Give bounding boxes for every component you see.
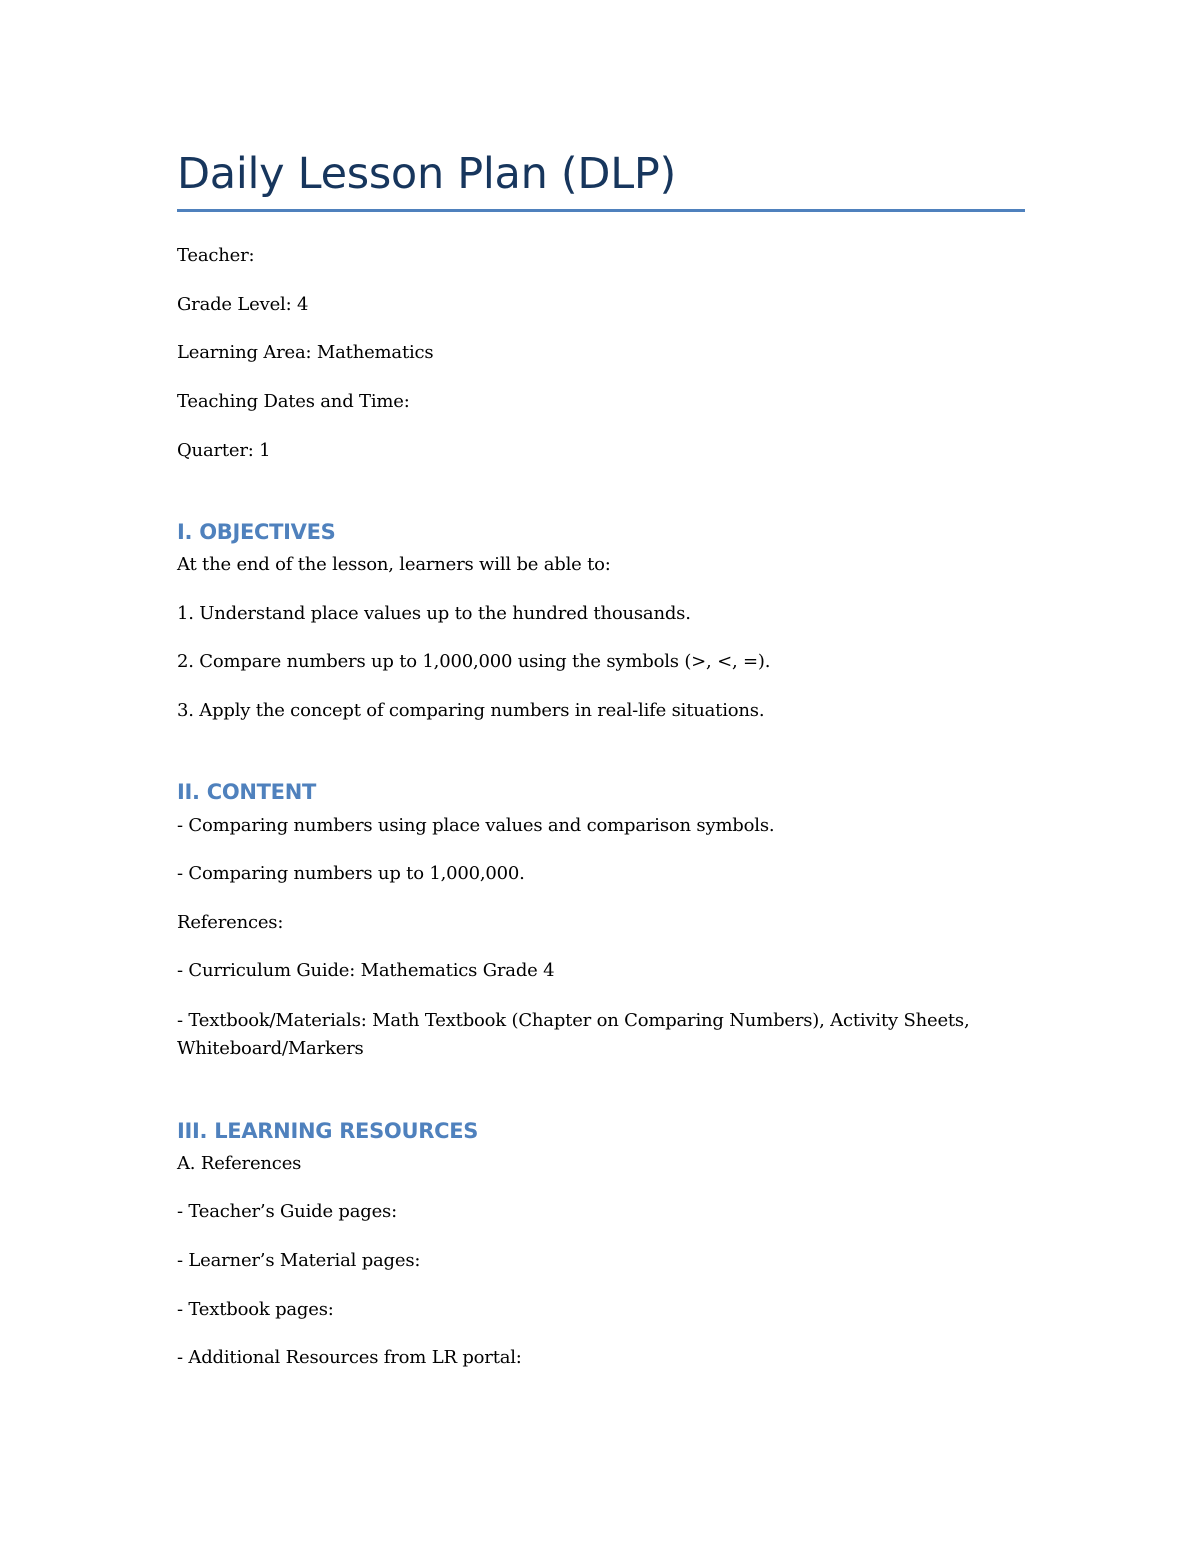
- learning-resources-heading: III. LEARNING RESOURCES: [177, 1119, 479, 1143]
- content-heading: II. CONTENT: [177, 780, 317, 804]
- objective-item: 3. Apply the concept of comparing numbers in real-life situations.: [177, 700, 765, 721]
- learning-area-field: Learning Area: Mathematics: [177, 342, 434, 363]
- references-label: References:: [177, 912, 284, 933]
- grade-level-field: Grade Level: 4: [177, 294, 309, 315]
- objectives-heading: I. OBJECTIVES: [177, 520, 336, 544]
- learning-resources-subheading: A. References: [177, 1153, 302, 1174]
- teaching-dates-field: Teaching Dates and Time:: [177, 391, 410, 412]
- resource-item: - Textbook pages:: [177, 1299, 334, 1320]
- objective-item: 1. Understand place values up to the hundred thousands.: [177, 603, 691, 624]
- resource-item: - Learner’s Material pages:: [177, 1250, 421, 1271]
- document-title: Daily Lesson Plan (DLP): [177, 149, 676, 199]
- quarter-field: Quarter: 1: [177, 440, 271, 461]
- objectives-intro: At the end of the lesson, learners will be able to:: [177, 554, 611, 575]
- reference-item: - Textbook/Materials: Math Textbook (Chapter on Comparing Numbers), Activity Sheets, Whiteboard/Markers: [177, 1010, 970, 1059]
- content-item: - Comparing numbers using place values and comparison symbols.: [177, 815, 775, 836]
- objective-item: 2. Compare numbers up to 1,000,000 using the symbols (>, <, =).: [177, 651, 771, 672]
- teacher-field: Teacher:: [177, 245, 255, 266]
- reference-item: - Curriculum Guide: Mathematics Grade 4: [177, 960, 555, 981]
- title-underline: [177, 209, 1025, 212]
- resource-item: - Additional Resources from LR portal:: [177, 1347, 522, 1368]
- resource-item: - Teacher’s Guide pages:: [177, 1201, 397, 1222]
- content-item: - Comparing numbers up to 1,000,000.: [177, 863, 525, 884]
